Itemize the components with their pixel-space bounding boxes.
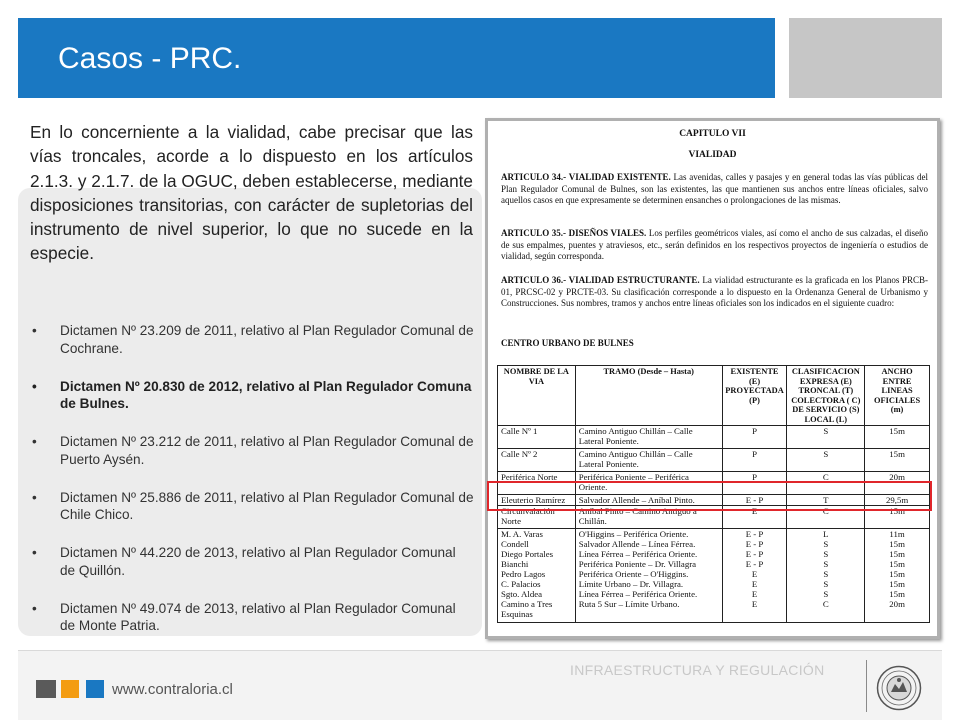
list-item-text: Dictamen Nº 25.886 de 2011, relativo al Plan Regulador Comunal de Chile Chico. bbox=[60, 489, 474, 522]
column-header: NOMBRE DE LA VIA bbox=[498, 366, 576, 426]
chapter-heading: CAPITULO VII bbox=[679, 129, 746, 139]
table-cell: E - P bbox=[722, 549, 787, 559]
column-header: CLASIFICACION EXPRESA (E) TRONCAL (T) COLECTORA ( C) DE SERVICIO (S) LOCAL (L) bbox=[787, 366, 865, 426]
table-cell: S bbox=[787, 579, 865, 589]
table-cell: 15m bbox=[865, 449, 930, 472]
table-cell: Camino Antiguo Chillán – Calle Lateral Poniente. bbox=[575, 449, 722, 472]
list-item bbox=[32, 489, 474, 524]
table-row bbox=[498, 599, 930, 622]
table-cell: 15m bbox=[865, 579, 930, 589]
table-cell: E - P bbox=[722, 495, 787, 506]
table-row bbox=[498, 449, 930, 472]
table-cell: S bbox=[787, 569, 865, 579]
slide-title: Casos - PRC. bbox=[58, 42, 242, 75]
table-cell: P bbox=[722, 449, 787, 472]
table-cell: Ruta 5 Sur – Límite Urbano. bbox=[575, 599, 722, 622]
table-cell: Periférica Poniente – Dr. Villagra bbox=[575, 559, 722, 569]
table-cell: C bbox=[787, 472, 865, 495]
table-cell: S bbox=[787, 539, 865, 549]
table-cell: 15m bbox=[865, 549, 930, 559]
table-cell: C bbox=[787, 599, 865, 622]
bullet-marker: • bbox=[32, 323, 37, 338]
table-cell: E bbox=[722, 599, 787, 622]
contraloria-seal-icon bbox=[876, 665, 922, 711]
table-cell: Camino a Tres Esquinas bbox=[498, 599, 576, 622]
table-cell: S bbox=[787, 589, 865, 599]
table-cell: Línea Férrea – Periférica Oriente. bbox=[575, 549, 722, 559]
list-item bbox=[32, 322, 474, 357]
website-link[interactable]: www.contraloria.cl bbox=[112, 681, 233, 698]
blue-square-icon bbox=[86, 680, 104, 698]
table-cell: Circunvalación Norte bbox=[498, 506, 576, 529]
table-cell: Calle Nº 1 bbox=[498, 426, 576, 449]
footer-label: INFRAESTRUCTURA Y REGULACIÓN bbox=[570, 662, 825, 678]
table-cell: Periférica Norte bbox=[498, 472, 576, 495]
footer-vertical-divider bbox=[866, 660, 867, 712]
table-row bbox=[498, 529, 930, 540]
table-header-row bbox=[498, 366, 930, 426]
table-cell: Límite Urbano – Dr. Villagra. bbox=[575, 579, 722, 589]
table-cell: 11m bbox=[865, 529, 930, 540]
orange-square-icon bbox=[61, 680, 79, 698]
list-item-text: Dictamen Nº 44.220 de 2013, relativo al Plan Regulador Comunal de Quillón. bbox=[60, 545, 456, 578]
table-cell: C. Palacios bbox=[498, 579, 576, 589]
table-cell: Sgto. Aldea bbox=[498, 589, 576, 599]
table-cell: C bbox=[787, 506, 865, 529]
table-cell: S bbox=[787, 549, 865, 559]
bullet-marker: • bbox=[32, 600, 37, 616]
table-cell: E - P bbox=[722, 539, 787, 549]
centro-urbano-heading: CENTRO URBANO DE BULNES bbox=[501, 338, 634, 348]
table-cell: 29,5m bbox=[865, 495, 930, 506]
table-cell: Salvador Allende – Aníbal Pinto. bbox=[575, 495, 722, 506]
table-cell: 15m bbox=[865, 506, 930, 529]
article-35 bbox=[501, 228, 928, 263]
column-header: TRAMO (Desde – Hasta) bbox=[575, 366, 722, 426]
table-row bbox=[498, 579, 930, 589]
table-cell: 15m bbox=[865, 559, 930, 569]
table-cell: E bbox=[722, 569, 787, 579]
table-cell: Pedro Lagos bbox=[498, 569, 576, 579]
table-cell: Aníbal Pinto – Camino Antiguo a Chillán. bbox=[575, 506, 722, 529]
section-heading: VIALIDAD bbox=[688, 150, 737, 160]
list-item bbox=[32, 378, 474, 413]
list-item bbox=[32, 544, 474, 579]
table-cell: 15m bbox=[865, 426, 930, 449]
list-item bbox=[32, 600, 474, 635]
article-34 bbox=[501, 172, 928, 207]
table-cell: Eleuterio Ramírez bbox=[498, 495, 576, 506]
table-cell: S bbox=[787, 449, 865, 472]
highlight-box bbox=[487, 481, 932, 511]
table-cell: E bbox=[722, 506, 787, 529]
article-35-text: Los perfiles geométricos viales, así como el ancho de sus calzadas, el diseño de sus empalmes, puentes y atraviesos, etc., serán definidos en los respectivos proyectos de ingeniería o estudios de vialidad, según corresponda. bbox=[501, 228, 928, 261]
list-item-text: Dictamen Nº 23.212 de 2011, relativo al Plan Regulador Comunal de Puerto Aysén. bbox=[60, 434, 474, 467]
table-row bbox=[498, 539, 930, 549]
table-row bbox=[498, 569, 930, 579]
bullet-marker: • bbox=[32, 545, 37, 560]
document-image bbox=[485, 118, 940, 639]
table-cell: E bbox=[722, 589, 787, 599]
table-cell: 15m bbox=[865, 539, 930, 549]
list-item-text: Dictamen Nº 20.830 de 2012, relativo al Plan Regulador Comuna de Bulnes. bbox=[60, 378, 472, 411]
table-cell: Salvador Allende – Línea Férrea. bbox=[575, 539, 722, 549]
list-item-text: Dictamen Nº 23.209 de 2011, relativo al Plan Regulador Comunal de Cochrane. bbox=[60, 323, 474, 356]
table-cell: 20m bbox=[865, 599, 930, 622]
dictamen-list bbox=[32, 322, 474, 655]
article-36-heading: ARTICULO 36.- VIALIDAD ESTRUCTURANTE. bbox=[501, 275, 700, 285]
table-cell: E bbox=[722, 579, 787, 589]
article-34-text: Las avenidas, calles y pasajes y en general todas las vías públicas del Plan Regulador Comunal de Bulnes, son las existentes, las que mantienen sus anchos entre líneas oficiales, salvo aquellos casos en que expresamente se determinen ensanches o prolongaciones de las mismas. bbox=[501, 172, 929, 205]
table-cell: E - P bbox=[722, 529, 787, 540]
table-cell: S bbox=[787, 559, 865, 569]
gray-square-icon bbox=[36, 680, 56, 698]
column-header: ANCHO ENTRE LINEAS OFICIALES (m) bbox=[865, 366, 930, 426]
table-cell: E - P bbox=[722, 559, 787, 569]
table-cell: 15m bbox=[865, 589, 930, 599]
bullet-marker: • bbox=[32, 489, 37, 505]
table-cell: L bbox=[787, 529, 865, 540]
table-cell: Periférica Poniente – Periférica Oriente. bbox=[575, 472, 722, 495]
table-row bbox=[498, 426, 930, 449]
document-page bbox=[491, 124, 934, 633]
table-row bbox=[498, 589, 930, 599]
header-gray-block bbox=[789, 18, 942, 98]
table-row bbox=[498, 559, 930, 569]
table-cell: 15m bbox=[865, 569, 930, 579]
table-cell: Línea Férrea – Periférica Oriente. bbox=[575, 589, 722, 599]
table-cell: O'Higgins – Periférica Oriente. bbox=[575, 529, 722, 540]
table-cell: P bbox=[722, 472, 787, 495]
table-cell: 20m bbox=[865, 472, 930, 495]
table-cell: Bianchi bbox=[498, 559, 576, 569]
article-34-heading: ARTICULO 34.- VIALIDAD EXISTENTE. bbox=[501, 172, 671, 182]
column-header: EXISTENTE (E) PROYECTADA (P) bbox=[722, 366, 787, 426]
article-36 bbox=[501, 275, 928, 310]
table-cell: P bbox=[722, 426, 787, 449]
table-row bbox=[498, 549, 930, 559]
article-36-text: La vialidad estructurante es la graficada en los Planos PRCB-01, PRCSC-02 y PRCTE-03. Su clasificación corresponde a lo dispuesto en la Ordenanza General de Urbanismo y Construcciones. Sus nombres, tramos y anchos entre líneas oficiales son los indicados en el siguiente cuadro: bbox=[501, 275, 929, 308]
table-cell: Camino Antiguo Chillán – Calle Lateral Poniente. bbox=[575, 426, 722, 449]
table-cell: M. A. Varas bbox=[498, 529, 576, 540]
intro-paragraph: En lo concerniente a la vialidad, cabe precisar que las vías troncales, acorde a lo dispuesto en los artículos 2.1.3. y 2.1.7. de la OGUC, deben establecerse, mediante disposiciones transitorias, con carácter de supletorias del instrumento de nivel superior, lo que no sucede en la especie. bbox=[30, 122, 473, 264]
bullet-marker: • bbox=[32, 434, 37, 449]
table-cell: Diego Portales bbox=[498, 549, 576, 559]
article-35-heading: ARTICULO 35.- DISEÑOS VIALES. bbox=[501, 228, 647, 238]
table-cell: S bbox=[787, 426, 865, 449]
table-cell: Calle Nº 2 bbox=[498, 449, 576, 472]
list-item-text: Dictamen Nº 49.074 de 2013, relativo al Plan Regulador Comunal de Monte Patria. bbox=[60, 600, 456, 633]
list-item bbox=[32, 433, 474, 468]
bullet-marker: • bbox=[32, 378, 37, 394]
table-cell: T bbox=[787, 495, 865, 506]
table-cell: Periférica Oriente – O'Higgins. bbox=[575, 569, 722, 579]
table-cell: Condell bbox=[498, 539, 576, 549]
